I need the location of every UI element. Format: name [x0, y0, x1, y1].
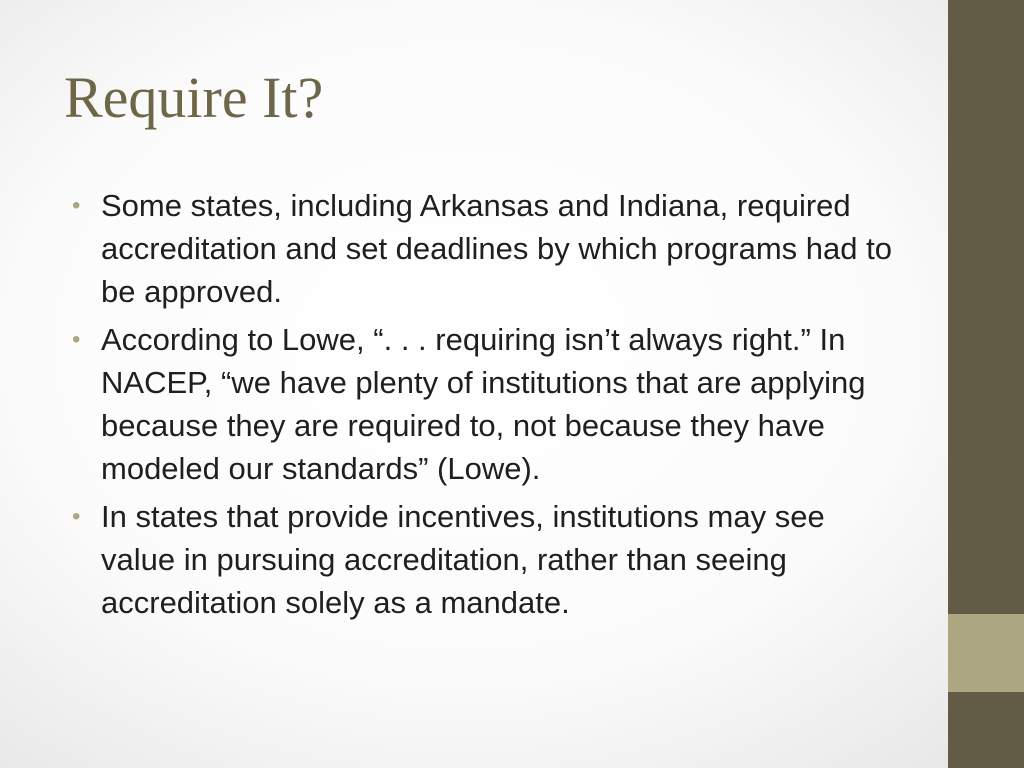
bullet-item	[70, 184, 900, 313]
slide-title: Require It?	[64, 65, 324, 130]
sidebar-accent-block	[948, 614, 1024, 692]
bullet-text: In states that provide incentives, institutions may see value in pursuing accreditation, rather than seeing accreditation solely as a mandate.	[101, 499, 825, 620]
bullet-item	[70, 318, 900, 490]
bullet-icon: •	[72, 503, 81, 530]
bullet-icon: •	[72, 326, 81, 353]
bullet-text: According to Lowe, “. . . requiring isn’t always right.” In NACEP, “we have plenty of institutions that are applying because they are required to, not because they have modeled our standards” (Lowe).	[101, 322, 866, 486]
bullet-icon: •	[72, 192, 81, 219]
bullet-item	[70, 495, 900, 624]
bullet-text: Some states, including Arkansas and Indiana, required accreditation and set deadlines by which programs had to be approved.	[101, 188, 892, 309]
bullet-list	[70, 184, 900, 629]
